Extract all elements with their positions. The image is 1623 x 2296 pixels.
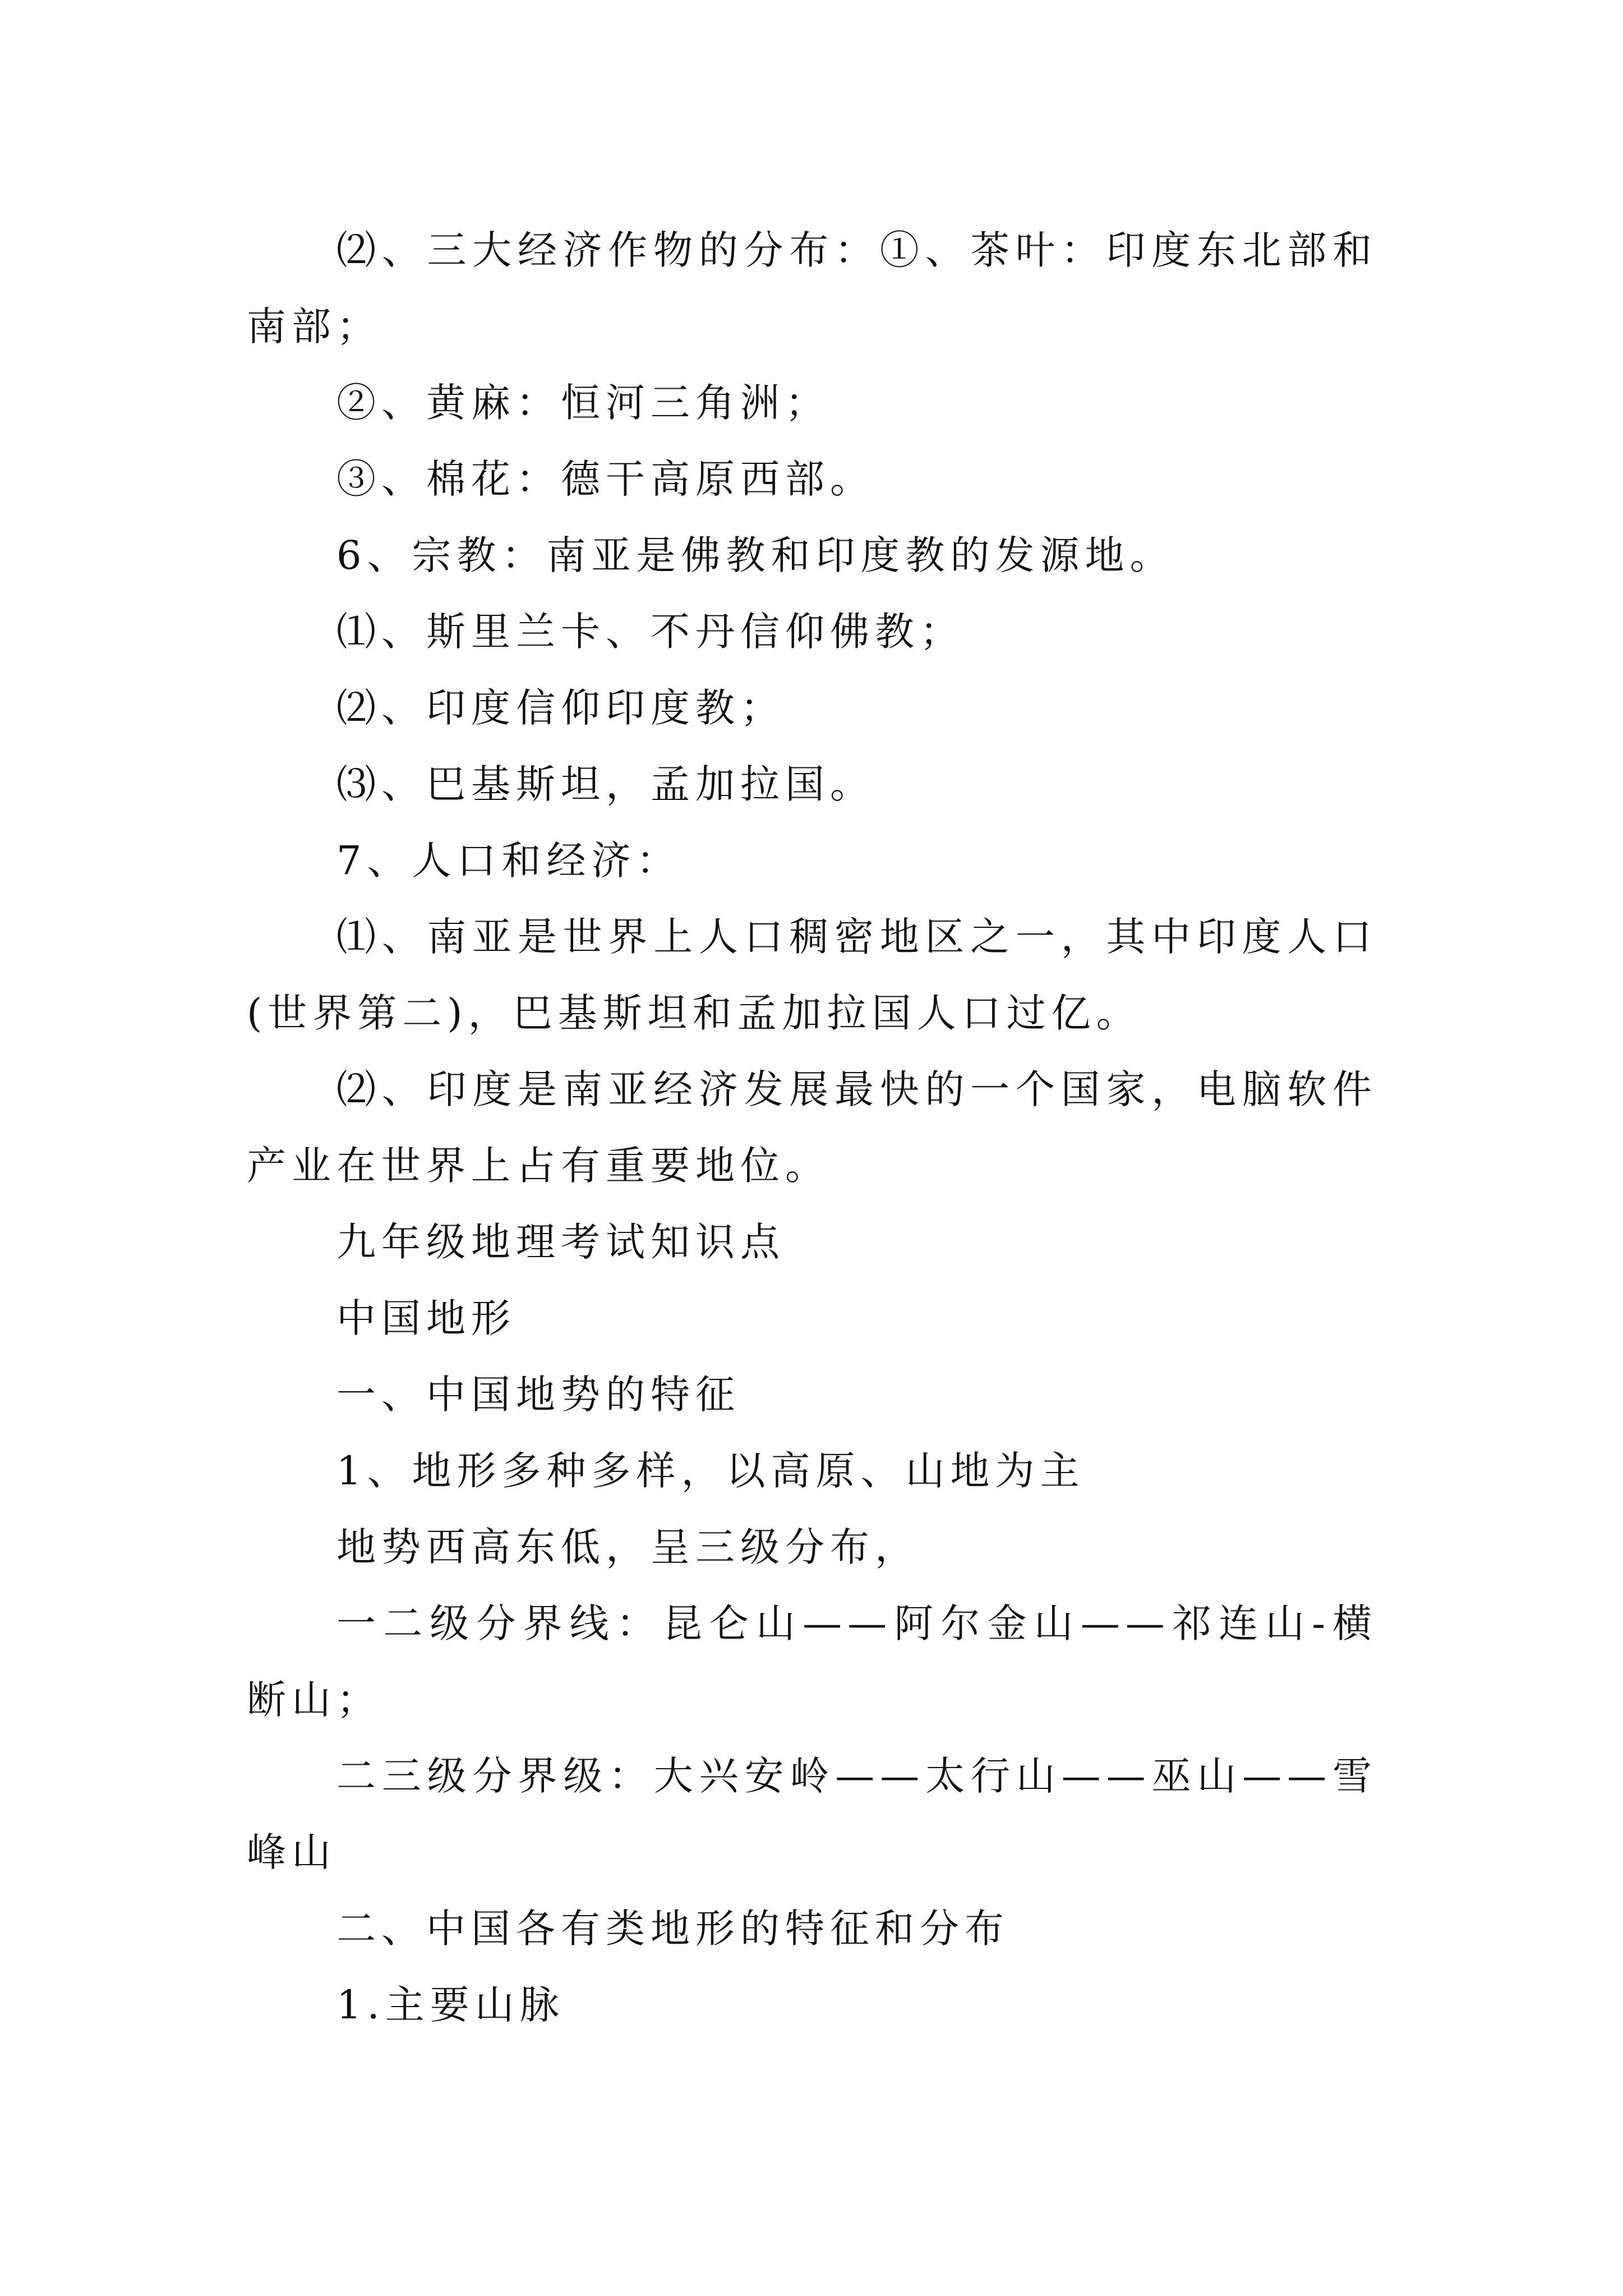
paragraph-india-economy: ⑵、印度是南亚经济发展最快的一个国家，电脑软件产业在世界上占有重要地位。 — [247, 1066, 1377, 1189]
paragraph-boundary-1-2: 一二级分界线：昆仑山——阿尔金山——祁连山-横断山； — [247, 1600, 1377, 1723]
paragraph-boundary-2-3: 二三级分界级：大兴安岭——太行山——巫山——雪峰山 — [247, 1753, 1377, 1875]
paragraph-landforms: 1、地形多种多样，以高原、山地为主 — [336, 1448, 1085, 1494]
section-title: 九年级地理考试知识点 — [336, 1219, 785, 1265]
paragraph-mountains: 1.主要山脉 — [336, 1982, 565, 2028]
paragraph-religion: 6、宗教：南亚是佛教和印度教的发源地。 — [336, 532, 1175, 578]
paragraph-population-economy: 7、人口和经济： — [336, 838, 681, 884]
heading-landform-types: 二、中国各有类地形的特征和分布 — [336, 1906, 1009, 1952]
paragraph-pakistan-bangladesh: ⑶、巴基斯坦，孟加拉国。 — [336, 761, 875, 807]
paragraph-buddhism: ⑴、斯里兰卡、不丹信仰佛教； — [336, 609, 965, 655]
paragraph-hinduism: ⑵、印度信仰印度教； — [336, 685, 785, 731]
paragraph-jute: ②、黄麻：恒河三角洲； — [336, 380, 830, 426]
paragraph-cotton: ③、棉花：德干高原西部。 — [336, 456, 875, 502]
subsection-title: 中国地形 — [336, 1295, 516, 1341]
paragraph-crops: ⑵、三大经济作物的分布：①、茶叶：印度东北部和南部； — [247, 227, 1377, 349]
paragraph-population: ⑴、南亚是世界上人口稠密地区之一，其中印度人口(世界第二)，巴基斯坦和孟加拉国人口过亿。 — [247, 914, 1377, 1036]
document-body — [247, 212, 1377, 2043]
paragraph-terrain-levels: 地势西高东低，呈三级分布， — [336, 1524, 920, 1570]
heading-terrain-features: 一、中国地势的特征 — [336, 1372, 740, 1418]
